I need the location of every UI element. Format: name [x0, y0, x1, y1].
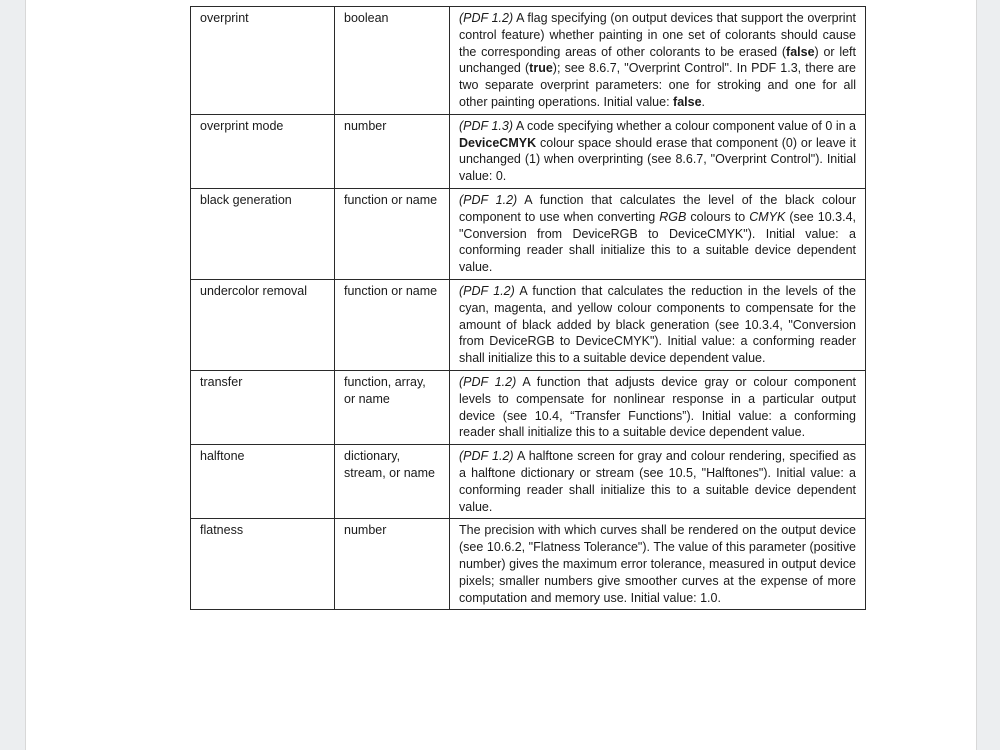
description-text: colours to — [686, 209, 750, 224]
parameter-description-cell — [450, 279, 866, 370]
table-row — [191, 279, 866, 370]
table-row — [191, 188, 866, 279]
description-text: A code specifying whether a colour component value of 0 in a — [513, 118, 857, 133]
graphics-state-parameters-table — [190, 6, 866, 610]
parameter-description-cell — [450, 519, 866, 610]
description-text: (PDF 1.3) — [459, 118, 513, 133]
table-body — [191, 7, 866, 610]
parameter-type-cell: dictionary, stream, or name — [335, 445, 450, 519]
table-row — [191, 370, 866, 444]
description-text: (PDF 1.2) — [459, 283, 515, 298]
table-row — [191, 114, 866, 188]
parameter-description-cell — [450, 445, 866, 519]
parameter-description-cell — [450, 7, 866, 115]
description-text: colour space should erase that component (0) or leave it unchanged (1) when overprinting (see 8.6.7, "Overprint Control"). Initial value: 0. — [459, 135, 856, 184]
description-text: The precision with which curves shall be rendered on the output device (see 10.6.2, "Flatness Tolerance"). The value of this parameter (positive number) gives the maximum error tolerance, measured in output device pixels; smaller numbers give smoother curves at the expense of more computation and memory use. Initial value: 1.0. — [459, 523, 856, 605]
parameter-name-cell: overprint — [191, 7, 335, 115]
parameter-type-cell: boolean — [335, 7, 450, 115]
description-text: (PDF 1.2) — [459, 449, 514, 464]
description-text: (see 10.3.4, "Conversion from DeviceRGB to DeviceCMYK"). Initial value: a conforming reader shall initialize this to a suitable device dependent value. — [459, 209, 856, 275]
description-text: (PDF 1.2) — [459, 374, 517, 389]
parameter-description-cell — [450, 370, 866, 444]
parameter-type-cell: function or name — [335, 188, 450, 279]
description-text: CMYK — [749, 209, 786, 224]
parameter-description-cell — [450, 114, 866, 188]
description-text: ) or left unchanged ( — [459, 44, 856, 76]
description-text: true — [529, 61, 553, 76]
parameter-type-cell: function, array, or name — [335, 370, 450, 444]
description-text: false — [673, 94, 702, 109]
parameter-name-cell: halftone — [191, 445, 335, 519]
parameter-name-cell: transfer — [191, 370, 335, 444]
parameter-name-cell: undercolor removal — [191, 279, 335, 370]
description-text: A function that adjusts device gray or colour component levels to compensate for nonlinear response in a particular output device (see 10.4, “Transfer Functions”). Initial value: a conforming reader shall initialize this to a suitable device dependent value. — [459, 374, 856, 440]
table-row — [191, 519, 866, 610]
description-text: A function that calculates the level of the black colour component to use when converting — [459, 192, 857, 224]
description-text: false — [786, 44, 815, 59]
table-row — [191, 7, 866, 115]
parameter-description-cell — [450, 188, 866, 279]
table-row — [191, 445, 866, 519]
description-text: (PDF 1.2) — [459, 192, 518, 207]
description-text: A function that calculates the reduction in the levels of the cyan, magenta, and yellow colour components to compensate for the amount of black added by black generation (see 10.3.4, "Conversion from DeviceRGB to DeviceCMYK"). Initial value: a conforming reader shall initialize this to a suitable device dependent value. — [459, 283, 857, 366]
parameter-type-cell: function or name — [335, 279, 450, 370]
description-text: RGB — [659, 209, 687, 224]
document-page — [25, 0, 977, 750]
parameter-type-cell: number — [335, 519, 450, 610]
parameter-name-cell: black generation — [191, 188, 335, 279]
description-text: (PDF 1.2) — [459, 11, 514, 25]
description-text: . — [701, 94, 706, 109]
description-text: A flag specifying (on output devices that support the overprint control feature) whether painting in one set of colorants should cause the corresponding areas of other colorants to be erased ( — [459, 11, 856, 59]
parameter-name-cell: overprint mode — [191, 114, 335, 188]
description-text: DeviceCMYK — [459, 135, 537, 150]
description-text: ); see 8.6.7, "Overprint Control". In PDF 1.3, there are two separate overprint parameters: one for stroking and one for all other painting operations. Initial value: — [459, 61, 856, 109]
description-text: A halftone screen for gray and colour rendering, specified as a halftone dictionary or stream (see 10.5, "Halftones"). Initial value: a conforming reader shall initialize this to a suitable device dependent value. — [459, 449, 856, 514]
parameter-type-cell: number — [335, 114, 450, 188]
parameter-name-cell: flatness — [191, 519, 335, 610]
